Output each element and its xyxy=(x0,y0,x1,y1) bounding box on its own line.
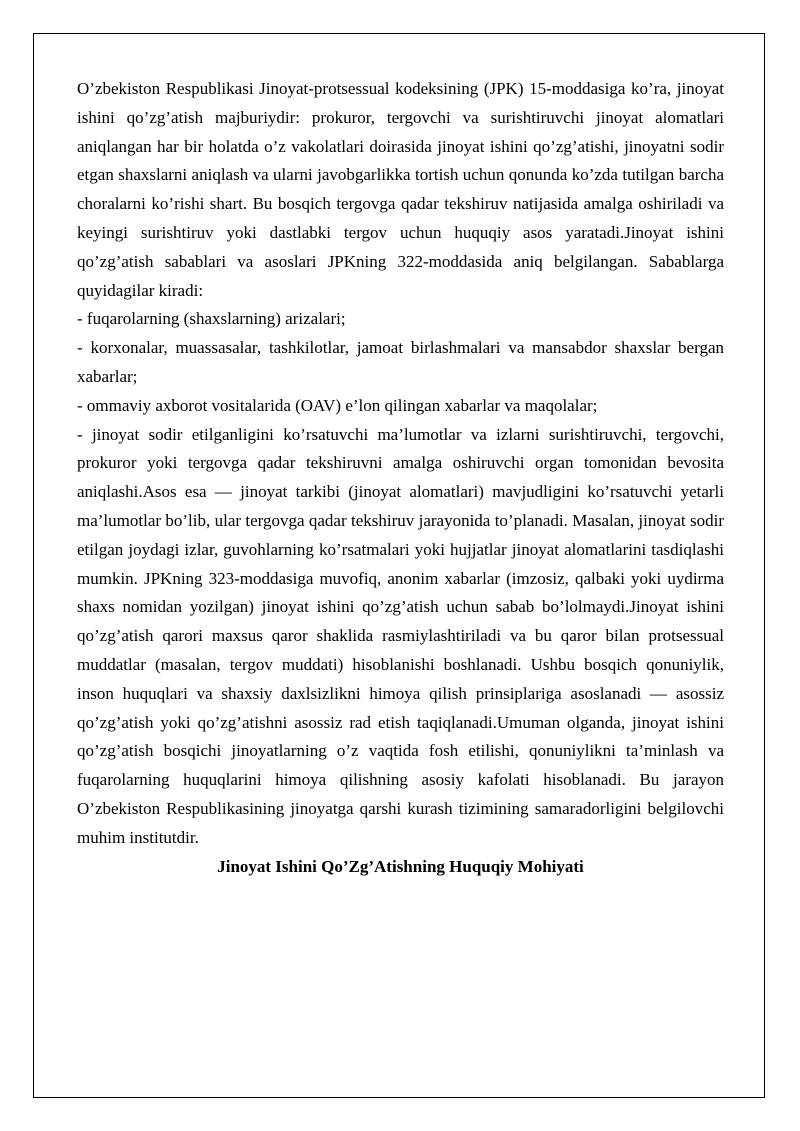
list-item-organization-reports: - korxonalar, muassasalar, tashkilotlar, jamoat birlashmalari va mansabdor shaxslar bergan xabarlar; xyxy=(77,338,724,386)
intro-paragraph: O’zbekiston Respublikasi Jinoyat-protsessual kodeksining (JPK) 15-moddasiga ko’ra, jinoyat ishini qo’zg’atish majburiydir: prokuror, tergovchi va surishtiruvchi jinoyat alomatlari aniqlangan har bir holatda o’z vakolatlari doirasida jinoyat ishini qo’zg’atishi, jinoyatni sodir etgan shaxslarni aniqlash va ularni javobgarlikka tortish uchun qonunda ko’zda tutilgan barcha choralarni ko’rishi shart. Bu bosqich tergovga qadar tekshiruv natijasida amalga oshiriladi va keyingi surishtiruv yoki dastlabki tergov uchun huquqiy asos yaratadi.Jinoyat ishini qo’zg’atish sabablari va asoslari JPKning 322-moddasida aniq belgilangan. Sabablarga quyidagilar kiradi: xyxy=(77,79,724,300)
document-body xyxy=(77,75,724,881)
list-item-citizen-applications: - fuqarolarning (shaxslarning) arizalari; xyxy=(77,309,346,329)
list-item-direct-detection: - jinoyat sodir etilganligini ko’rsatuvchi ma’lumotlar va izlarni surishtiruvchi, tergovchi, prokuror yoki tergovga qadar tekshiruvni amalga oshiruvchi organ tomonidan bevosita aniqlashi.Asos esa — jinoyat tarkibi (jinoyat alomatlari) mavjudligini ko’rsatuvchi yetarli ma’lumotlar bo’lib, ular tergovga qadar tekshiruv jarayonida to’planadi. Masalan, jinoyat sodir etilgan joydagi izlar, guvohlarning ko’rsatmalari yoki hujjatlar jinoyat alomatlarini tasdiqlashi mumkin. JPKning 323-moddasiga muvofiq, anonim xabarlar (imzosiz, qalbaki yoki uydirma shaxs nomidan yozilgan) jinoyat ishini qo’zg’atish uchun sabab bo’lolmaydi.Jinoyat ishini qo’zg’atish qarori maxsus qaror shaklida rasmiylashtiriladi va bu qaror bilan protsessual muddatlar (masalan, tergov muddati) hisoblanishi boshlanadi. Ushbu bosqich qonuniylik, inson huquqlari va shaxsiy daxlsizlikni himoya qilish prinsiplariga asoslanadi — asossiz qo’zg’atish yoki qo’zg’atishni asossiz rad etish taqiqlanadi.Umuman olganda, jinoyat ishini qo’zg’atish bosqichi jinoyatlarning o’z vaqtida fosh etilishi, qonuniylikni ta’minlash va fuqarolarning huquqlarini himoya qilishning asosiy kafolati hisoblanadi. Bu jarayon O’zbekiston Respublikasining jinoyatga qarshi kurash tizimining samaradorligini belgilovchi muhim institutdir. xyxy=(77,424,724,847)
section-heading: Jinoyat Ishini Qo’Zg’Atishning Huquqiy Mohiyati xyxy=(217,856,584,876)
list-item-media-reports: - ommaviy axborot vositalarida (OAV) e’lon qilingan xabarlar va maqolalar; xyxy=(77,395,598,415)
